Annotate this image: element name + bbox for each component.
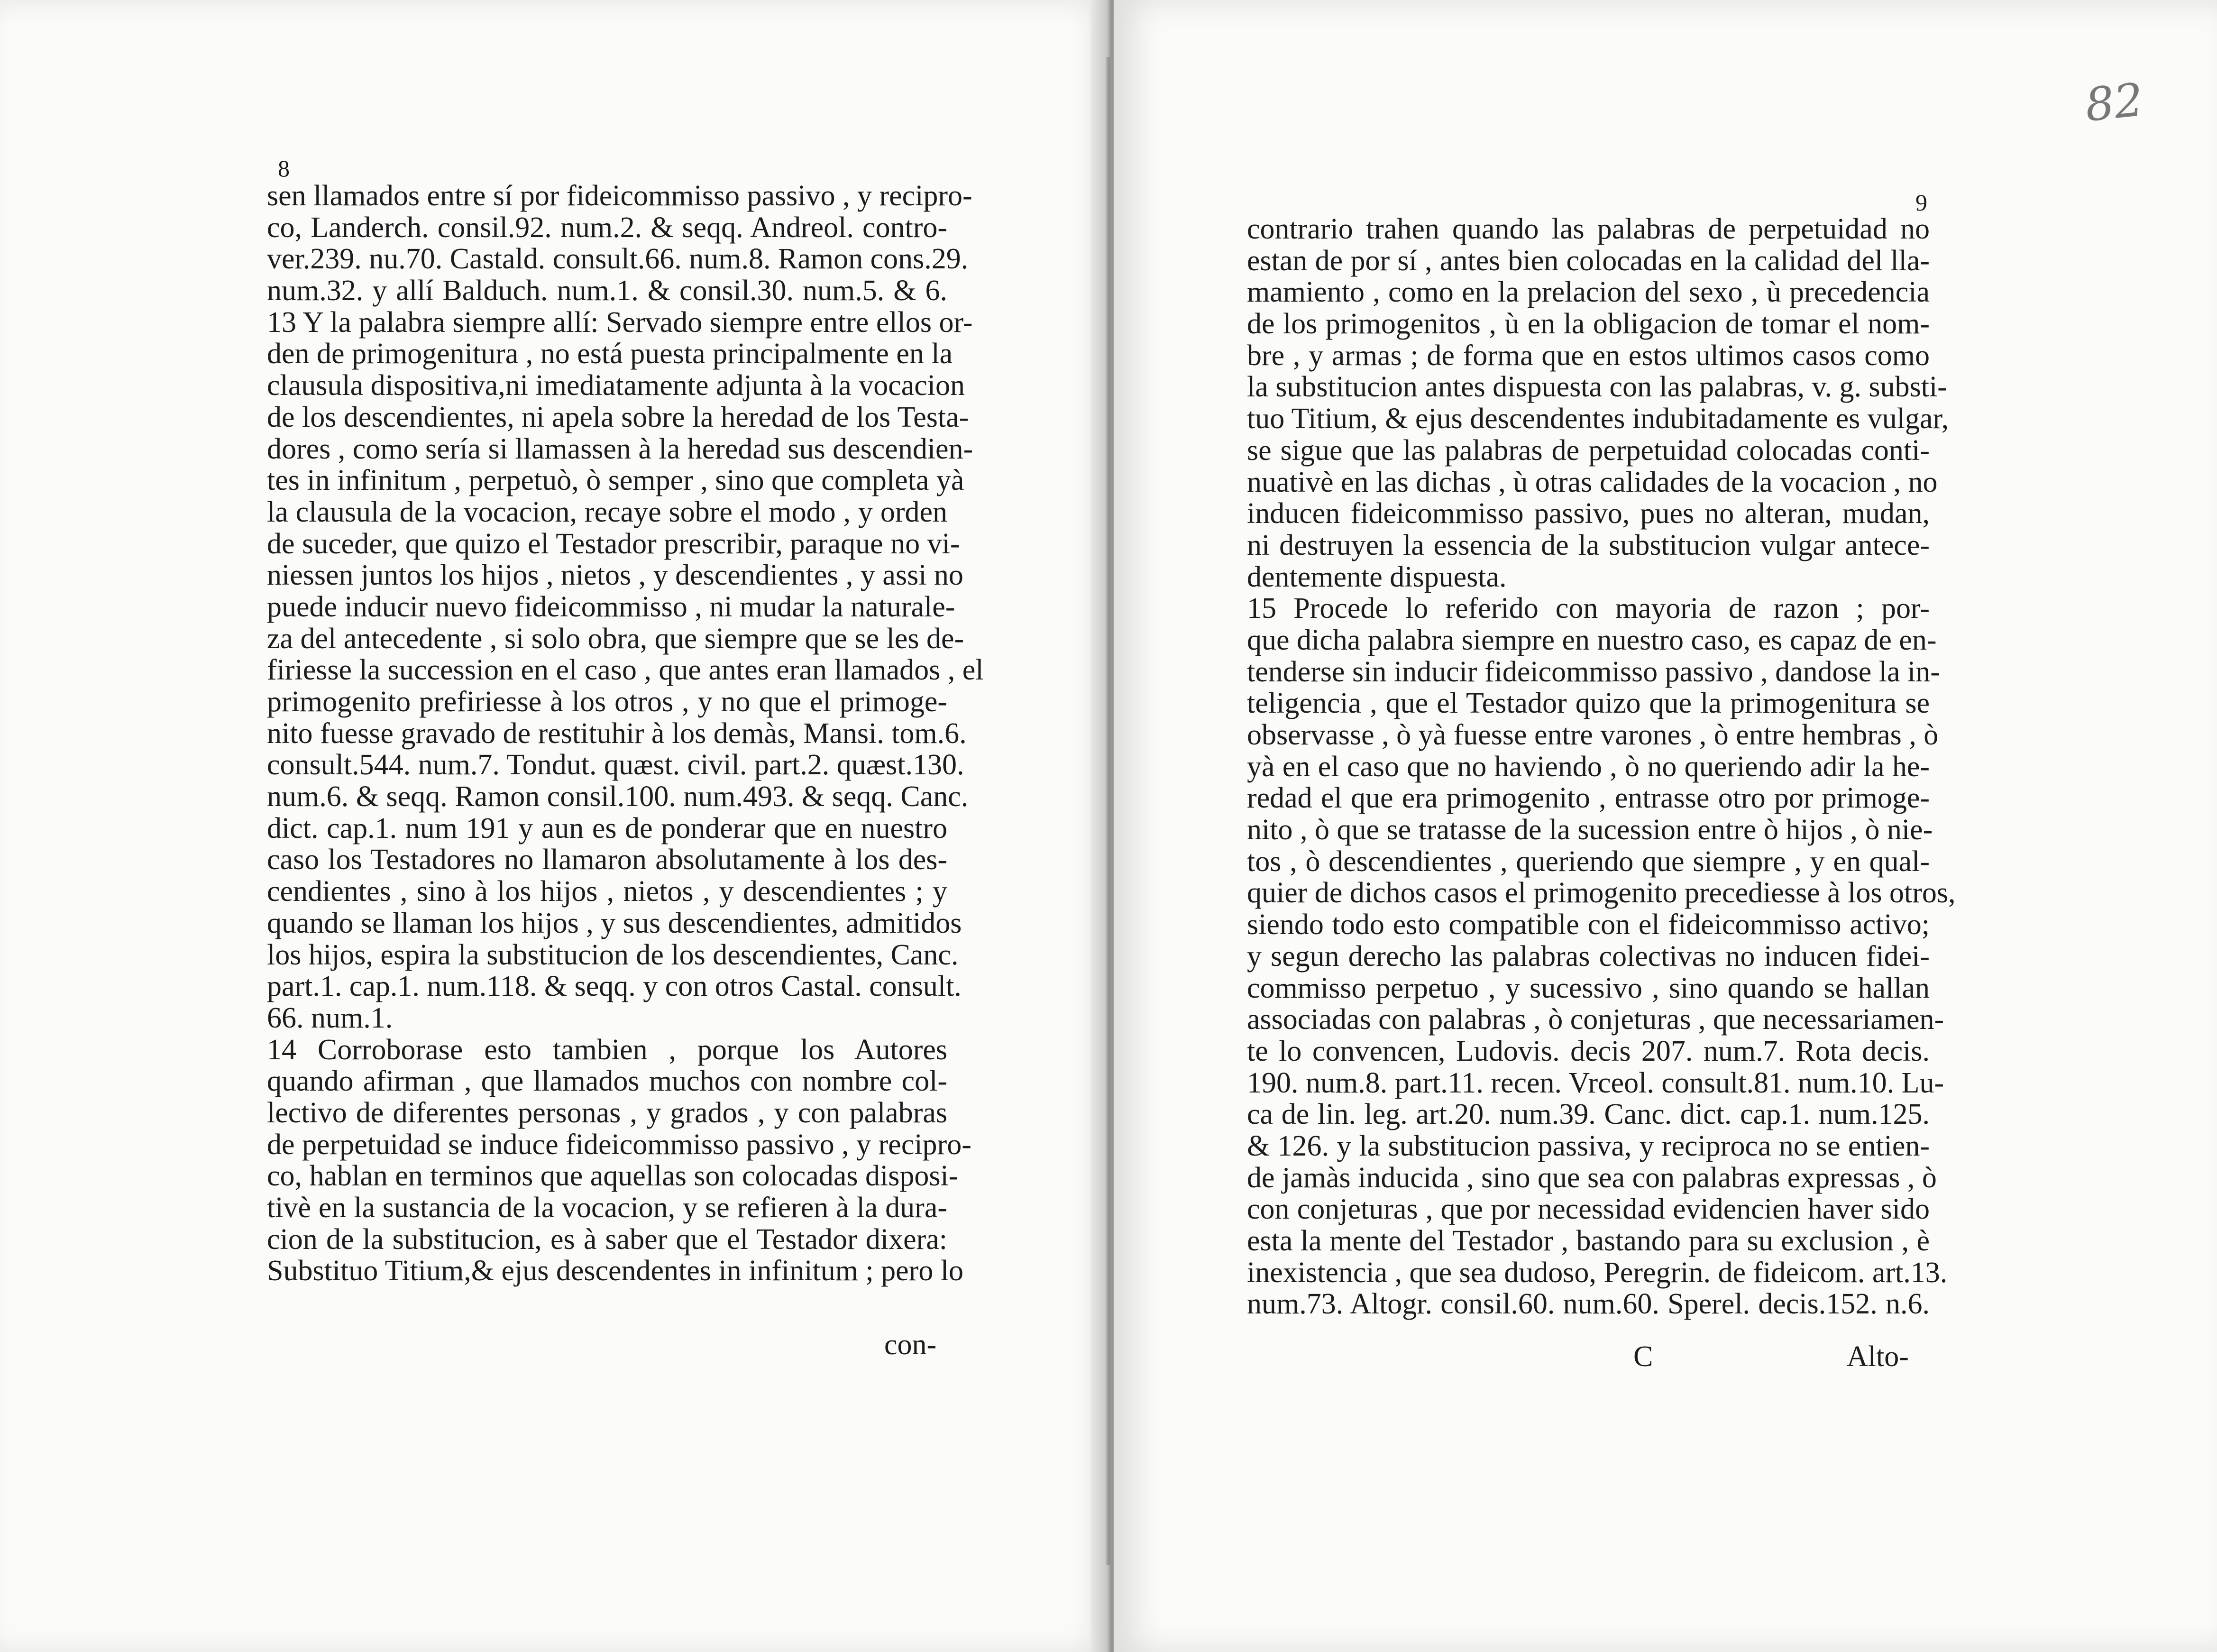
text-line: puede inducir nuevo fideicommisso , ni mudar la naturale- [267, 590, 955, 623]
text-line: mamiento , como en la prelacion del sexo , ù precedencia [1247, 276, 1930, 309]
left-page [0, 0, 1108, 1652]
folio-mark: 82 [2082, 73, 2146, 132]
right-page-text [1247, 213, 1956, 1321]
text-line: num.73. Altogr. consil.60. num.60. Sperel. decis.152. n.6. [1247, 1288, 1930, 1321]
text-line: cion de la substitucion, es à saber que el Testador dixera: [267, 1223, 947, 1256]
text-line: tivè en la sustancia de la vocacion, y se refieren à la dura- [267, 1192, 947, 1224]
text-line: tos , ò descendientes , queriendo que siempre , y en qual- [1247, 845, 1930, 878]
text-line: redad el que era primogenito , entrasse otro por primoge- [1247, 782, 1930, 815]
text-line: firiesse la succession en el caso , que antes eran llamados , el [267, 654, 984, 687]
text-line: los hijos, espira la substitucion de los descendientes, Canc. [267, 938, 959, 971]
text-line: de suceder, que quizo el Testador prescribir, paraque no vi- [267, 527, 960, 560]
text-line: bre , y armas ; de forma que en estos ultimos casos como [1247, 339, 1930, 372]
text-line: dict. cap.1. num 191 y aun es de ponderar que en nuestro [267, 812, 947, 844]
text-line: 15 Procede lo referido con mayoria de razon ; por- [1247, 592, 1930, 625]
right-page [1114, 0, 2217, 1652]
right-page-number: 9 [1915, 189, 1927, 216]
text-line: za del antecedente , si solo obra, que siempre que se les de- [267, 622, 964, 655]
text-line: quando afirman , que llamados muchos con nombre col- [267, 1065, 947, 1098]
text-line: teligencia , que el Testador quizo que la primogenitura se [1247, 687, 1930, 720]
text-line: niessen juntos los hijos , nietos , y descendientes , y assi no [267, 559, 963, 592]
text-line: co, hablan en terminos que aquellas son colocadas disposi- [267, 1160, 959, 1193]
text-line: contrario trahen quando las palabras de perpetuidad no [1247, 213, 1930, 245]
text-line: esta la mente del Testador , bastando para su exclusion , è [1247, 1225, 1930, 1257]
text-line: sen llamados entre sí por fideicommisso passivo , y recipro- [267, 180, 972, 212]
text-line: y segun derecho las palabras colectivas no inducen fidei- [1247, 940, 1930, 973]
text-line: num.32. y allí Balduch. num.1. & consil.30. num.5. & 6. [267, 275, 947, 307]
text-line: dentemente dispuesta. [1247, 560, 1507, 593]
text-line: 190. num.8. part.11. recen. Vrceol. consult.81. num.10. Lu- [1247, 1066, 1944, 1099]
text-line: de los descendientes, ni apela sobre la heredad de los Testa- [267, 401, 969, 433]
text-line: con conjeturas , que por necessidad evidencien haver sido [1247, 1193, 1930, 1226]
text-line: cendientes , sino à los hijos , nietos , y descendientes ; y [267, 875, 947, 908]
text-line: estan de por sí , antes bien colocadas en la calidad del lla- [1247, 244, 1930, 277]
text-line: de perpetuidad se induce fideicommisso passivo , y recipro- [267, 1128, 971, 1161]
text-line: que dicha palabra siempre en nuestro caso, es capaz de en- [1247, 624, 1937, 656]
text-line: tuo Titium, & ejus descendentes indubitadamente es vulgar, [1247, 403, 1949, 435]
text-line: ni destruyen la essencia de la substitucion vulgar antece- [1247, 529, 1930, 561]
text-line: clausula dispositiva,ni imediatamente adjunta à la vocacion [267, 369, 965, 402]
left-page-number: 8 [278, 155, 290, 182]
text-line: se sigue que las palabras de perpetuidad colocadas conti- [1247, 434, 1930, 467]
text-line: inducen fideicommisso passivo, pues no alteran, mudan, [1247, 497, 1930, 530]
text-line: de los primogenitos , ù en la obligacion de tomar el nom- [1247, 308, 1930, 340]
text-line: inexistencia , que sea dudoso, Peregrin. de fideicom. art.13. [1247, 1256, 1948, 1289]
text-line: lectivo de diferentes personas , y grados , y con palabras [267, 1096, 947, 1129]
text-line: quier de dichos casos el primogenito precediesse à los otros, [1247, 877, 1956, 909]
text-line: dores , como sería si llamassen à la heredad sus descendien- [267, 432, 973, 465]
text-line: Substituo Titium,& ejus descendentes in infinitum ; pero lo [267, 1255, 964, 1287]
text-line: nuativè en las dichas , ù otras calidades de la vocacion , no [1247, 466, 1938, 498]
left-catchword: con- [884, 1329, 937, 1361]
text-line: & 126. y la substitucion passiva, y reciproca no se entien- [1247, 1129, 1930, 1162]
gutter-shadow [1106, 57, 1112, 1565]
signature-mark: C [1633, 1340, 1653, 1373]
text-line: observasse , ò yà fuesse entre varones , ò entre hembras , ò [1247, 719, 1939, 751]
text-line: 66. num.1. [267, 1001, 393, 1034]
text-line: la substitucion antes dispuesta con las palabras, v. g. substi- [1247, 371, 1947, 404]
text-line: tenderse sin inducir fideicommisso passivo , dandose la in- [1247, 655, 1940, 688]
text-line: part.1. cap.1. num.118. & seqq. y con otros Castal. consult. [267, 970, 962, 1003]
text-line: nito , ò que se tratasse de la sucession entre ò hijos , ò nie- [1247, 814, 1933, 846]
text-line: associadas con palabras , ò conjeturas , que necessariamen- [1247, 1003, 1944, 1036]
text-line: 14 Corroborase esto tambien , porque los Autores [267, 1033, 947, 1066]
text-line: ca de lin. leg. art.20. num.39. Canc. dict. cap.1. num.125. [1247, 1098, 1930, 1131]
text-line: siendo todo esto compatible con el fideicommisso activo; [1247, 909, 1930, 941]
text-line: num.6. & seqq. Ramon consil.100. num.493. & seqq. Canc. [267, 780, 969, 813]
text-line: ver.239. nu.70. Castald. consult.66. num.8. Ramon cons.29. [267, 243, 969, 275]
text-line: nito fuesse gravado de restituhir à los demàs, Mansi. tom.6. [267, 717, 967, 750]
text-line: den de primogenitura , no está puesta principalmente en la [267, 338, 953, 370]
text-line: 13 Y la palabra siempre allí: Servado siempre entre ellos or- [267, 306, 973, 339]
text-line: quando se llaman los hijos , y sus descendientes, admitidos [267, 907, 962, 939]
text-line: yà en el caso que no haviendo , ò no queriendo adir la he- [1247, 750, 1930, 783]
text-line: consult.544. num.7. Tondut. quæst. civil. part.2. quæst.130. [267, 749, 964, 781]
text-line: caso los Testadores no llamaron absolutamente à los des- [267, 844, 947, 876]
text-line: co, Landerch. consil.92. num.2. & seqq. Andreol. contro- [267, 211, 947, 244]
text-line: te lo convencen, Ludovis. decis 207. num.7. Rota decis. [1247, 1035, 1930, 1067]
text-line: de jamàs inducida , sino que sea con palabras expressas , ò [1247, 1161, 1937, 1194]
text-line: primogenito prefiriesse à los otros , y no que el primoge- [267, 686, 947, 718]
right-catchword: Alto- [1847, 1340, 1909, 1373]
text-line: la clausula de la vocacion, recaye sobre el modo , y orden [267, 496, 947, 528]
text-line: commisso perpetuo , y sucessivo , sino quando se hallan [1247, 972, 1930, 1004]
text-line: tes in infinitum , perpetuò, ò semper , sino que completa yà [267, 464, 964, 497]
left-page-text [267, 180, 984, 1287]
